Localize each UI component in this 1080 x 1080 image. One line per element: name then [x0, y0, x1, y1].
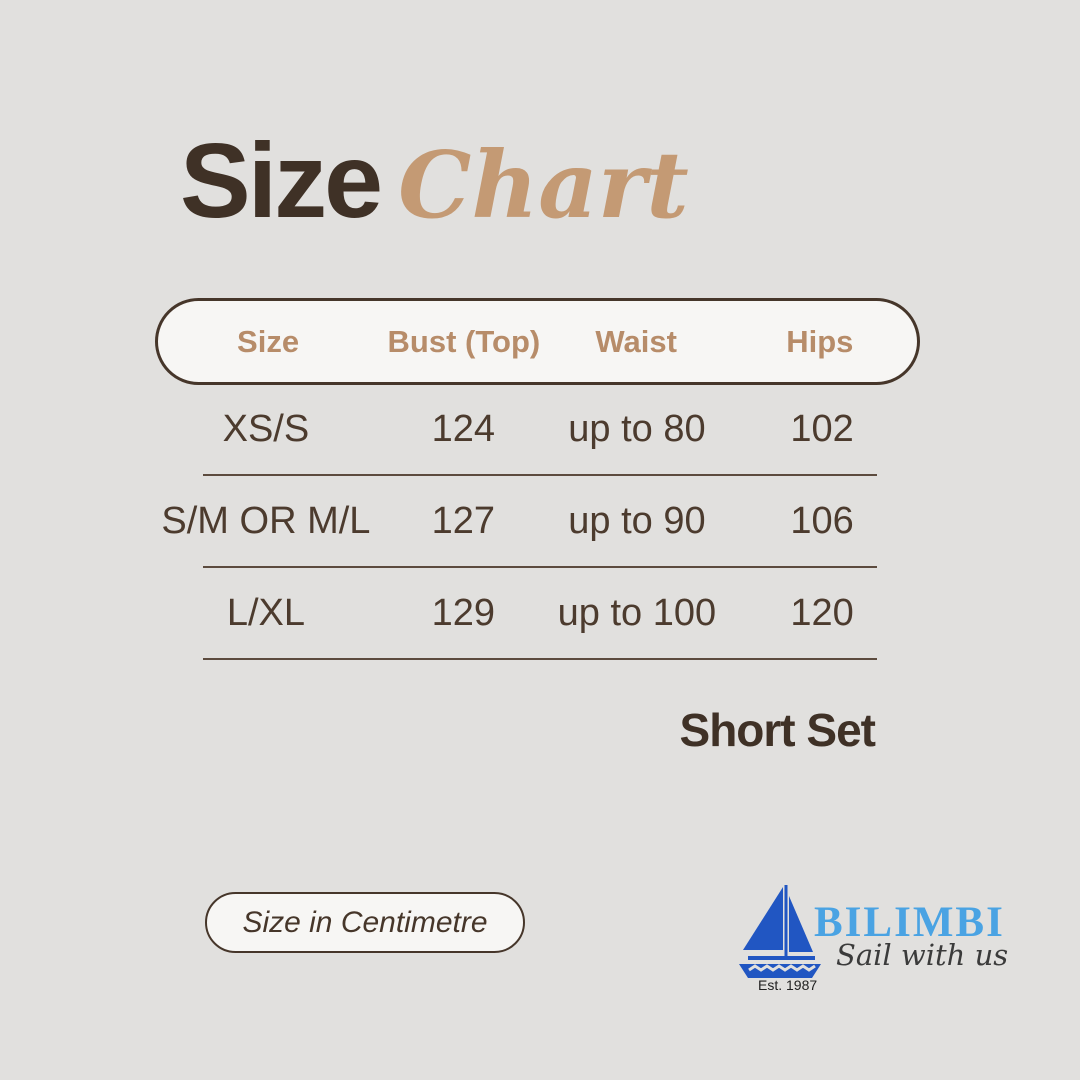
column-header-hips: Hips	[786, 323, 854, 359]
table-cell-bust: 129	[431, 591, 495, 634]
unit-note-pill	[205, 892, 525, 953]
table-cell-hips: 106	[790, 499, 854, 542]
product-name-label: Short Set	[679, 704, 875, 756]
brand-established: Est. 1987	[758, 977, 818, 993]
column-header-size: Size	[237, 323, 300, 359]
table-row	[155, 384, 920, 474]
table-cell-waist: up to 90	[568, 499, 706, 542]
column-header-waist: Waist	[595, 323, 677, 359]
table-cell-hips: 120	[790, 591, 854, 634]
table-header-pill	[155, 298, 920, 385]
table-cell-size: S/M OR M/L	[161, 499, 371, 542]
table-cell-waist: up to 100	[557, 591, 717, 634]
brand-name: BILIMBI	[814, 899, 1005, 946]
table-row	[155, 476, 920, 566]
table-cell-size: L/XL	[226, 591, 305, 634]
brand-logo	[735, 880, 1015, 1005]
size-table-body	[155, 384, 920, 660]
table-cell-waist: up to 80	[568, 407, 706, 450]
title-word-size: Size	[180, 122, 381, 240]
brand-tagline: Sail with us	[836, 938, 1009, 972]
sailboat-icon	[735, 880, 825, 985]
table-cell-hips: 102	[790, 407, 854, 450]
unit-note-text: Size in Centimetre	[242, 905, 488, 939]
table-cell-size: XS/S	[222, 407, 310, 450]
title-word-chart: Chart	[398, 131, 689, 239]
table-row	[155, 568, 920, 658]
row-divider	[203, 658, 877, 660]
column-header-bust: Bust (Top)	[387, 323, 541, 359]
page-title	[180, 122, 689, 240]
table-cell-bust: 124	[431, 407, 495, 450]
table-cell-bust: 127	[431, 499, 495, 542]
